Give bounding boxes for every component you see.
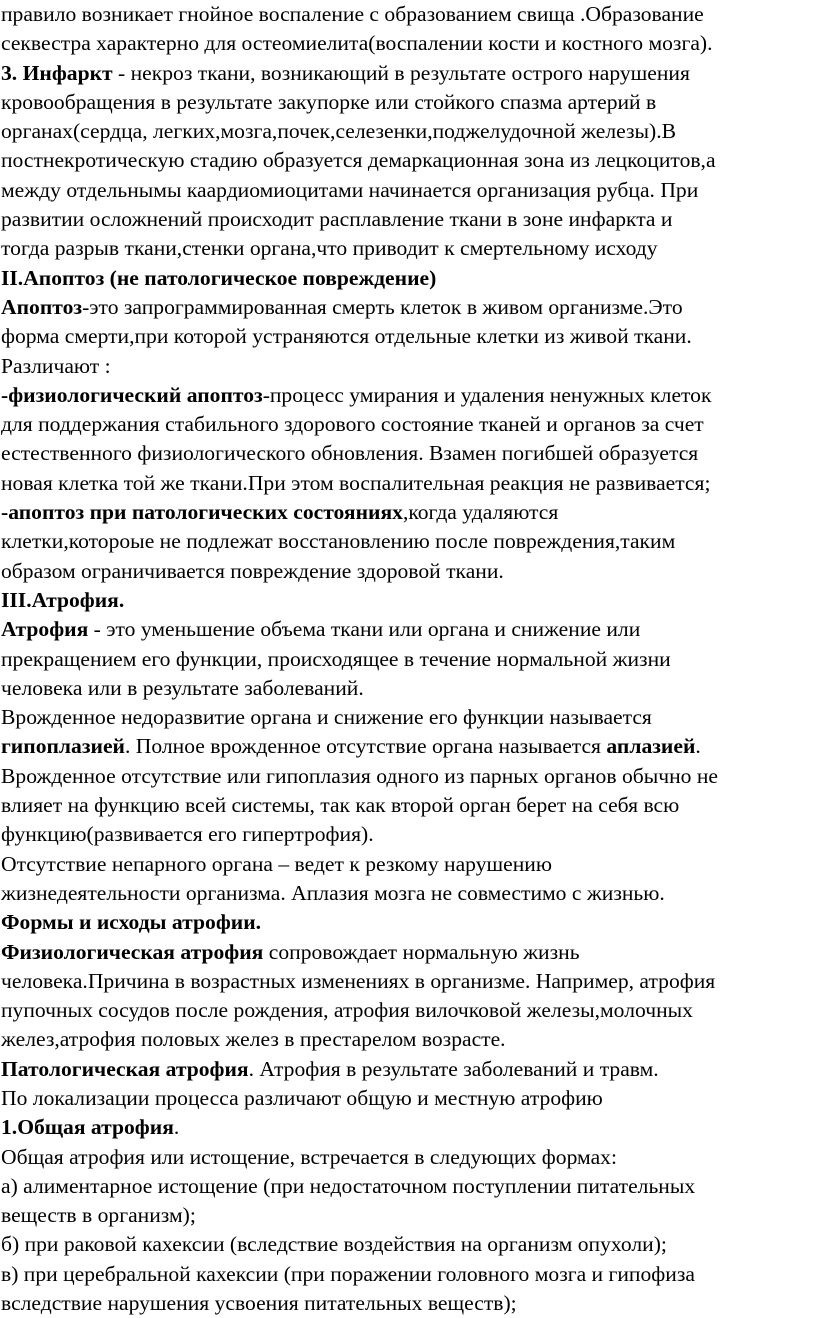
text-run: в) при церебральной кахексии (при поражении головного мозга и гипофиза [1,1261,695,1286]
text-run: а) алиментарное истощение (при недостаточном поступлении питательных [1,1173,696,1198]
text-run: Врожденное недоразвитие органа и снижение его функции называется [1,705,652,730]
text-line [1,381,808,410]
text-line [1,879,808,908]
text-run: секвестра характерно для остеомиелита(воспалении кости и костного мозга). [1,31,713,56]
bold-text-run: аплазией [606,734,696,759]
text-run: Отсутствие непарного органа – ведет к резкому нарушению [1,851,552,876]
text-run: естественного физиологического обновления. Взамен погибшей образуется [1,441,699,466]
text-run: постнекротическую стадию образуется демаркационная зона из лецкоцитов,а [1,148,716,173]
text-line [1,967,808,996]
text-run: Врожденное отсутствие или гипоплазия одного из парных органов обычно не [1,763,718,788]
text-line [1,557,808,586]
text-run: б) при раковой кахексии (вследствие воздействия на организм опухоли); [1,1232,667,1257]
bold-text-run: Апоптоз [1,294,83,319]
text-line [1,850,808,879]
text-run: Общая атрофия или истощение, встречается в следующих формах: [1,1144,617,1169]
bold-text-run: гипоплазией [1,734,125,759]
text-line [1,908,808,937]
text-run: -это запрограммированная смерть клеток в живом организме.Это [82,294,683,319]
text-line [1,938,808,967]
text-run: По локализации процесса различают общую и местную атрофию [1,1085,603,1110]
text-line [1,469,808,498]
text-line [1,498,808,527]
text-run: . [173,1115,180,1140]
text-line [1,1172,808,1201]
text-line [1,146,808,175]
text-line [1,732,808,761]
text-line [1,264,808,293]
text-run: вследствие нарушения усвоения питательных веществ); [1,1291,517,1316]
text-line [1,1230,808,1259]
text-line [1,527,808,556]
text-line [1,29,808,58]
bold-text-run: Атрофия [1,617,89,642]
text-run: желез,атрофия половых желез в престарелом возрасте. [1,1027,506,1052]
text-line [1,1260,808,1289]
text-line [1,703,808,732]
text-run: - это уменьшение объема ткани или органа и снижение или [88,617,641,642]
text-line [1,1289,808,1318]
text-line [1,322,808,351]
text-run: правило возникает гнойное воспаление с образованием свища .Образование [1,2,704,26]
text-line [1,352,808,381]
text-line [1,410,808,439]
text-line [1,1055,808,1084]
text-run: между отдельнымы каардиомиоцитами начинается организация рубца. При [1,177,699,202]
text-line [1,674,808,703]
text-run: новая клетка той же ткани.При этом воспалительная реакция не развивается; [1,470,711,495]
text-run: . Атрофия в результате заболеваний и травм. [248,1056,659,1081]
text-run: жизнедеятельности организма. Аплазия мозга не совместимо с жизнью. [1,880,665,905]
text-run: человека.Причина в возрастных изменениях в организме. Например, атрофия [1,968,716,993]
bold-text-run: Формы и исходы атрофии. [1,910,262,935]
text-run: кровообращения в результате закупорке или стойкого спазма артерий в [1,89,657,114]
bold-text-run: -апоптоз при патологических состояниях [1,500,403,525]
text-line [1,88,808,117]
text-run: человека или в результате заболеваний. [1,675,364,700]
bold-text-run: 3. Инфаркт [1,60,113,85]
text-line [1,1084,808,1113]
text-run: функцию(развивается его гипертрофия). [1,822,374,847]
text-run: пупочных сосудов после рождения, атрофия вилочковой железы,молочных [1,998,693,1023]
bold-text-run: Патологическая атрофия [1,1056,249,1081]
text-run: . Полное врожденное отсутствие органа называется [125,734,607,759]
text-line [1,586,808,615]
text-run: образом ограничивается повреждение здоровой ткани. [1,558,504,583]
text-run: органах(сердца, легких,мозга,почек,селезенки,поджелудочной железы).В [1,119,677,144]
text-run: для поддержания стабильного здорового состояние тканей и органов за счет [1,412,704,437]
text-run: Различают : [1,353,111,378]
text-run: тогда разрыв ткани,стенки органа,что приводит к смертельному исходу [1,236,658,261]
text-run: -процесс умирания и удаления ненужных клеток [262,382,712,407]
text-run: форма смерти,при которой устраняются отдельные клетки из живой ткани. [1,324,692,349]
text-line [1,820,808,849]
bold-text-run: 1.Общая атрофия [1,1115,174,1140]
text-line [1,439,808,468]
text-run: прекращением его функции, происходящее в течение нормальной жизни [1,646,671,671]
text-line [1,234,808,263]
text-line [1,615,808,644]
text-line [1,176,808,205]
text-run: сопровождает нормальную жизнь [263,939,580,964]
bold-text-run: III.Атрофия. [1,587,125,612]
bold-text-run: II.Апоптоз (не патологическое повреждение) [1,265,437,290]
bold-text-run: -физиологический апоптоз [1,382,263,407]
text-line [1,0,808,29]
text-line [1,1025,808,1054]
text-line [1,791,808,820]
text-run: веществ в организм); [1,1203,196,1228]
text-run: ,когда удаляются [402,500,559,525]
text-run: . [695,734,701,759]
text-line [1,645,808,674]
text-line [1,996,808,1025]
text-line [1,1143,808,1172]
text-line [1,1201,808,1230]
text-run: - некроз ткани, возникающий в результате острого нарушения [112,60,690,85]
text-line [1,117,808,146]
text-run: клетки,котороые не подлежат восстановлению после повреждения,таким [1,529,676,554]
text-line [1,59,808,88]
text-line [1,1113,808,1142]
text-line [1,762,808,791]
bold-text-run: Физиологическая атрофия [1,939,264,964]
text-line [1,205,808,234]
text-run: развитии осложнений происходит расплавление ткани в зоне инфаркта и [1,207,673,232]
text-run: влияет на функцию всей системы, так как второй орган берет на себя всю [1,793,680,818]
text-line [1,293,808,322]
